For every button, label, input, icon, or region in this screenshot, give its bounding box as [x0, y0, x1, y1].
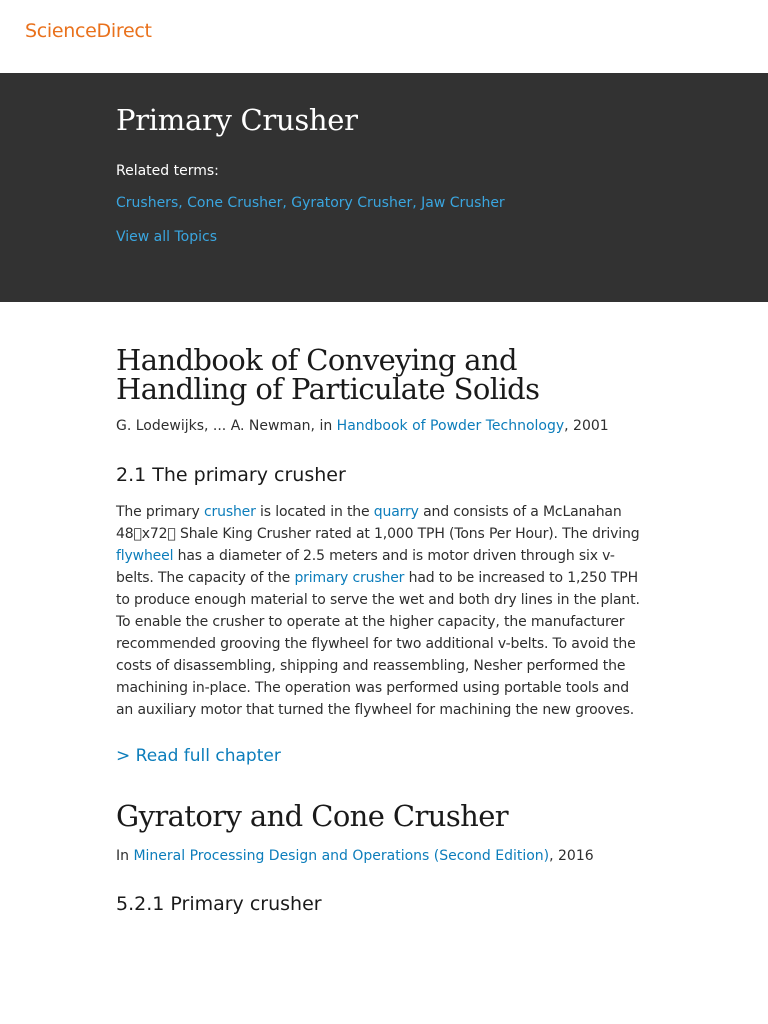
excerpt-text: The primary — [116, 504, 204, 520]
chapter-source-link[interactable]: Mineral Processing Design and Operations (Second Edition) — [133, 848, 550, 864]
section-title: 5.2.1 Primary crusher — [116, 893, 322, 915]
related-term-cone-crusher[interactable]: Cone Crusher — [187, 195, 283, 211]
excerpt-text: is located in the — [255, 504, 374, 520]
chapter-source-link[interactable]: Handbook of Powder Technology — [336, 418, 565, 434]
chapter-meta — [116, 848, 594, 864]
excerpt-text: had to be increased to 1,250 TPH to produce enough material to serve the wet and both dry lines in the plant. To enable the crusher to operate at the higher capacity, the manufacturer recommended grooving the flywheel for two additional v-belts. To avoid the costs of disassembling, shipping and reassembling, Nesher performed the machining in-place. The operation was performed using portable tools and an auxiliary motor that turned the flywheel for machining the new grooves. — [116, 570, 640, 718]
related-terms-list — [116, 195, 505, 211]
related-terms-label: Related terms: — [116, 163, 219, 179]
excerpt-text: has a diameter of 2.5 meters and is motor driven through six v-belts. The capacity of the — [116, 548, 615, 586]
sciencedirect-logo[interactable]: ScienceDirect — [25, 20, 152, 42]
primary-crusher-link[interactable]: primary crusher — [294, 570, 405, 586]
separator: , — [412, 195, 422, 211]
page-title: Primary Crusher — [116, 103, 358, 137]
related-term-crushers[interactable]: Crushers — [116, 195, 179, 211]
separator: , — [178, 195, 188, 211]
excerpt-text: and consists of a McLanahan 48 x72  Shale King Crusher rated at 1,000 TPH (Tons Per Hour). The driving — [116, 504, 640, 542]
chapter-meta — [116, 418, 609, 434]
flywheel-link[interactable]: flywheel — [116, 548, 174, 564]
related-term-gyratory-crusher[interactable]: Gyratory Crusher — [291, 195, 413, 211]
chapter-prefix: In — [116, 848, 134, 864]
related-term-jaw-crusher[interactable]: Jaw Crusher — [421, 195, 505, 211]
chapter-excerpt — [116, 501, 646, 721]
separator: , — [282, 195, 292, 211]
chapter-year: , 2016 — [549, 848, 594, 864]
quarry-link[interactable]: quarry — [373, 504, 419, 520]
chapter-authors: G. Lodewijks, ... A. Newman, in — [116, 418, 337, 434]
top-bar — [0, 0, 768, 73]
crusher-link[interactable]: crusher — [203, 504, 256, 520]
view-all-topics-link[interactable]: View all Topics — [116, 229, 217, 245]
chapter-title[interactable]: Gyratory and Cone Crusher — [116, 799, 509, 833]
chapter-year: , 2001 — [564, 418, 609, 434]
topic-header — [0, 73, 768, 302]
read-full-chapter-link[interactable]: > Read full chapter — [116, 746, 281, 766]
chapter-title[interactable]: Handbook of Conveying and Handling of Particulate Solids — [116, 343, 540, 406]
section-title: 2.1 The primary crusher — [116, 464, 346, 486]
